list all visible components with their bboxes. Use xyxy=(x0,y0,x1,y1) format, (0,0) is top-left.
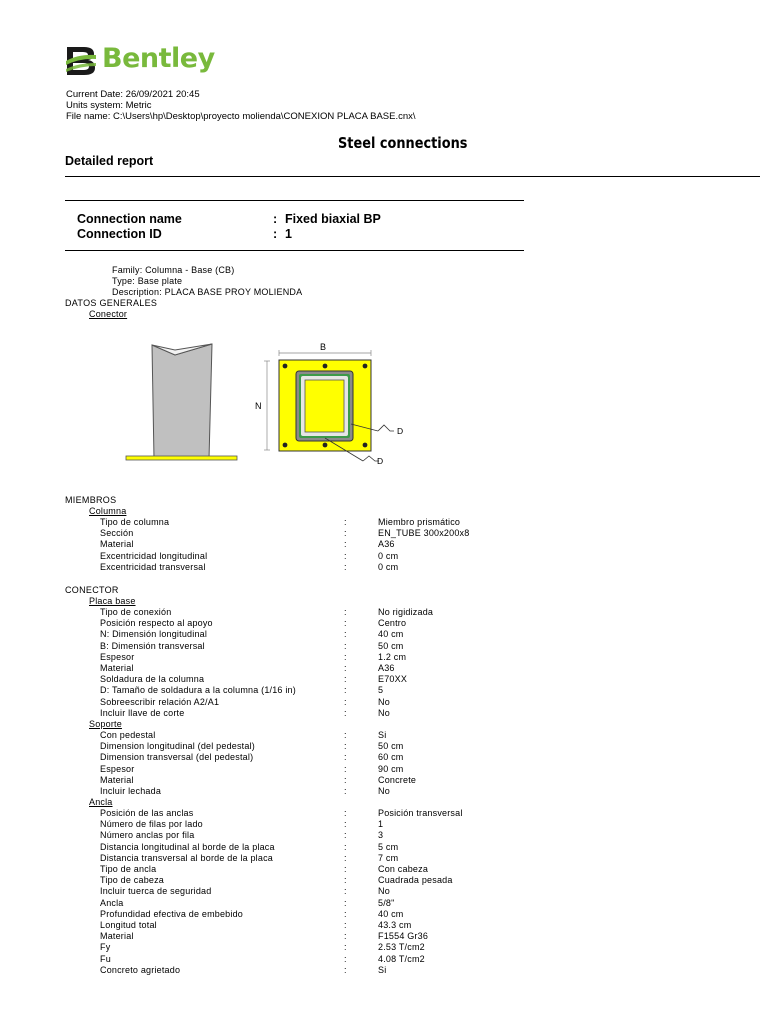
row-separator: : xyxy=(344,651,347,662)
row-label: Profundidad efectiva de embebido xyxy=(100,908,243,919)
table-row xyxy=(100,931,700,942)
row-value: Concrete xyxy=(378,774,417,785)
row-label: Con pedestal xyxy=(100,730,156,740)
table-row xyxy=(100,741,700,752)
row-separator: : xyxy=(344,629,347,640)
row-label: Tipo de conexión xyxy=(100,607,172,617)
row-label: Ancla xyxy=(100,897,124,908)
row-separator: : xyxy=(344,763,347,774)
row-label: Espesor xyxy=(100,651,135,662)
bentley-b-icon xyxy=(64,43,98,77)
table-row xyxy=(100,551,700,562)
family-line: Family: Columna - Base (CB) xyxy=(112,265,235,275)
row-label: Dimension transversal (del pedestal) xyxy=(100,752,254,763)
row-separator: : xyxy=(344,953,347,964)
row-value: 1 xyxy=(378,819,384,830)
row-label: Incluir lechada xyxy=(100,786,162,796)
row-value: Si xyxy=(378,730,387,740)
file-name: File name: C:\Users\hp\Desktop\proyecto molienda\CONEXION PLACA BASE.cnx\ xyxy=(66,111,416,122)
miembros-header: MIEMBROS xyxy=(65,495,117,505)
table-row xyxy=(100,517,700,528)
table-row xyxy=(100,864,700,875)
row-separator: : xyxy=(344,774,347,785)
row-separator: : xyxy=(344,920,347,930)
divider-top xyxy=(65,200,524,201)
row-separator: : xyxy=(344,685,347,696)
table-row xyxy=(100,708,700,719)
row-value: No xyxy=(378,786,390,796)
row-label: Distancia longitudinal al borde de la placa xyxy=(100,841,275,852)
table-row xyxy=(100,920,700,931)
row-label: Excentricidad longitudinal xyxy=(100,550,208,561)
row-label: Material xyxy=(100,931,134,942)
row-separator: : xyxy=(344,730,347,740)
row-separator: : xyxy=(344,663,347,673)
connection-name-value: Fixed biaxial BP xyxy=(285,212,381,226)
table-row xyxy=(100,629,700,640)
table-row xyxy=(100,663,700,674)
description-line: Description: PLACA BASE PROY MOLIENDA xyxy=(112,287,303,297)
connection-diagram xyxy=(120,330,450,480)
row-separator: : xyxy=(344,707,347,718)
row-separator: : xyxy=(344,886,347,897)
row-separator: : xyxy=(344,908,347,919)
row-value: 90 cm xyxy=(378,763,404,774)
row-separator: : xyxy=(344,752,347,763)
table-row xyxy=(100,652,700,663)
row-separator: : xyxy=(344,942,347,953)
row-label: Dimension longitudinal (del pedestal) xyxy=(100,741,255,752)
table-row xyxy=(100,786,700,797)
row-label: Posición de las anclas xyxy=(100,808,194,818)
table-row xyxy=(100,965,700,976)
separator: : xyxy=(273,227,278,241)
row-value: Posición transversal xyxy=(378,808,463,818)
bentley-logo xyxy=(64,43,224,79)
row-value: Cuadrada pesada xyxy=(378,875,453,886)
datos-generales-header: DATOS GENERALES xyxy=(65,298,158,308)
row-value: No xyxy=(378,707,390,718)
row-value: No xyxy=(378,696,390,707)
report-subtitle: Detailed report xyxy=(65,154,154,168)
table-row xyxy=(100,539,700,550)
separator: : xyxy=(273,212,278,226)
column-side-view xyxy=(126,344,237,460)
row-value: EN_TUBE 300x200x8 xyxy=(378,528,470,539)
row-separator: : xyxy=(344,931,347,942)
table-row xyxy=(100,875,700,886)
table-row xyxy=(100,641,700,652)
row-value: 43.3 cm xyxy=(378,920,412,930)
row-value: Miembro prismático xyxy=(378,517,461,527)
row-separator: : xyxy=(344,618,347,629)
row-label: Número anclas por fila xyxy=(100,830,195,841)
table-row xyxy=(100,775,700,786)
row-value: 4.08 T/cm2 xyxy=(378,953,425,964)
table-row xyxy=(100,853,700,864)
row-value: 5 cm xyxy=(378,841,399,852)
ancla-subheader: Ancla xyxy=(89,797,113,807)
row-value: 0 cm xyxy=(378,550,399,561)
row-label: Sección xyxy=(100,528,134,539)
connection-id-label: Connection ID xyxy=(77,227,162,241)
row-value: A36 xyxy=(378,539,395,550)
row-label: Distancia transversal al borde de la placa xyxy=(100,852,273,863)
row-value: 50 cm xyxy=(378,640,404,651)
row-separator: : xyxy=(344,864,347,874)
conector-header: CONECTOR xyxy=(65,585,119,595)
row-value: Centro xyxy=(378,618,407,629)
label-n: N xyxy=(255,401,262,411)
row-separator: : xyxy=(344,640,347,651)
table-row xyxy=(100,954,700,965)
row-separator: : xyxy=(344,819,347,830)
row-separator: : xyxy=(344,674,347,685)
table-row xyxy=(100,764,700,775)
row-separator: : xyxy=(344,550,347,561)
row-label: Espesor xyxy=(100,763,135,774)
row-label: Posición respecto al apoyo xyxy=(100,618,213,629)
row-separator: : xyxy=(344,696,347,707)
table-row xyxy=(100,562,700,573)
row-label: Concreto agrietado xyxy=(100,964,181,975)
row-label: Número de filas por lado xyxy=(100,819,203,830)
row-label: N: Dimensión longitudinal xyxy=(100,629,208,640)
row-label: Material xyxy=(100,663,134,673)
table-row xyxy=(100,685,700,696)
table-row xyxy=(100,842,700,853)
row-label: Incluir tuerca de seguridad xyxy=(100,886,212,897)
row-value: 40 cm xyxy=(378,629,404,640)
table-row xyxy=(100,942,700,953)
row-separator: : xyxy=(344,897,347,908)
row-value: 1.2 cm xyxy=(378,651,407,662)
row-value: 5 xyxy=(378,685,384,696)
table-row xyxy=(100,909,700,920)
table-row xyxy=(100,674,700,685)
row-value: 50 cm xyxy=(378,741,404,752)
row-label: D: Tamaño de soldadura a la columna (1/16 in) xyxy=(100,685,296,696)
row-label: Sobreescribir relación A2/A1 xyxy=(100,696,220,707)
table-row xyxy=(100,697,700,708)
row-separator: : xyxy=(344,517,347,527)
row-label: Excentricidad transversal xyxy=(100,561,206,572)
bentley-wordmark: Bentley xyxy=(102,43,215,74)
row-value: Con cabeza xyxy=(378,864,429,874)
soporte-subheader: Soporte xyxy=(89,719,122,729)
report-title: Steel connections xyxy=(338,134,468,152)
table-row xyxy=(100,808,700,819)
table-row xyxy=(100,618,700,629)
row-label: Longitud total xyxy=(100,920,157,930)
row-value: F1554 Gr36 xyxy=(378,931,429,942)
row-value: Si xyxy=(378,964,387,975)
label-d2: D xyxy=(377,456,384,466)
row-separator: : xyxy=(344,875,347,886)
divider-long xyxy=(65,176,760,177)
row-separator: : xyxy=(344,561,347,572)
row-separator: : xyxy=(344,539,347,550)
base-plate-plan-view xyxy=(255,342,403,466)
row-separator: : xyxy=(344,841,347,852)
row-label: Fy xyxy=(100,942,111,953)
table-row xyxy=(100,528,700,539)
units-system: Units system: Metric xyxy=(66,100,152,111)
row-label: Material xyxy=(100,539,134,550)
row-label: Incluir llave de corte xyxy=(100,707,185,718)
row-separator: : xyxy=(344,741,347,752)
row-value: 2.53 T/cm2 xyxy=(378,942,425,953)
label-d1: D xyxy=(397,426,404,436)
type-line: Type: Base plate xyxy=(112,276,183,286)
row-label: Material xyxy=(100,774,134,785)
table-row xyxy=(100,819,700,830)
columna-subheader: Columna xyxy=(89,506,127,516)
row-value: 60 cm xyxy=(378,752,404,763)
divider-bottom xyxy=(65,250,524,251)
current-date: Current Date: 26/09/2021 20:45 xyxy=(66,89,200,100)
row-value: 0 cm xyxy=(378,561,399,572)
row-value: No xyxy=(378,886,390,897)
connection-name-label: Connection name xyxy=(77,212,182,226)
placa-base-subheader: Placa base xyxy=(89,596,136,606)
table-row xyxy=(100,898,700,909)
row-label: Tipo de cabeza xyxy=(100,875,165,886)
row-separator: : xyxy=(344,607,347,617)
row-value: A36 xyxy=(378,663,395,673)
label-b: B xyxy=(320,342,327,352)
row-separator: : xyxy=(344,528,347,539)
table-row xyxy=(100,886,700,897)
table-row xyxy=(100,830,700,841)
row-label: Tipo de ancla xyxy=(100,864,157,874)
row-separator: : xyxy=(344,808,347,818)
table-row xyxy=(100,607,700,618)
row-value: 5/8" xyxy=(378,897,395,908)
row-value: 3 xyxy=(378,830,384,841)
row-value: E70XX xyxy=(378,674,408,685)
conector-subheader: Conector xyxy=(89,309,128,319)
row-label: Soldadura de la columna xyxy=(100,674,205,685)
row-label: B: Dimensión transversal xyxy=(100,640,205,651)
table-row xyxy=(100,752,700,763)
row-label: Fu xyxy=(100,953,111,964)
row-value: 40 cm xyxy=(378,908,404,919)
table-row xyxy=(100,730,700,741)
row-value: 7 cm xyxy=(378,852,399,863)
row-separator: : xyxy=(344,786,347,796)
row-separator: : xyxy=(344,964,347,975)
row-value: No rigidizada xyxy=(378,607,434,617)
row-separator: : xyxy=(344,852,347,863)
connection-id-value: 1 xyxy=(285,227,292,241)
row-label: Tipo de columna xyxy=(100,517,170,527)
row-separator: : xyxy=(344,830,347,841)
